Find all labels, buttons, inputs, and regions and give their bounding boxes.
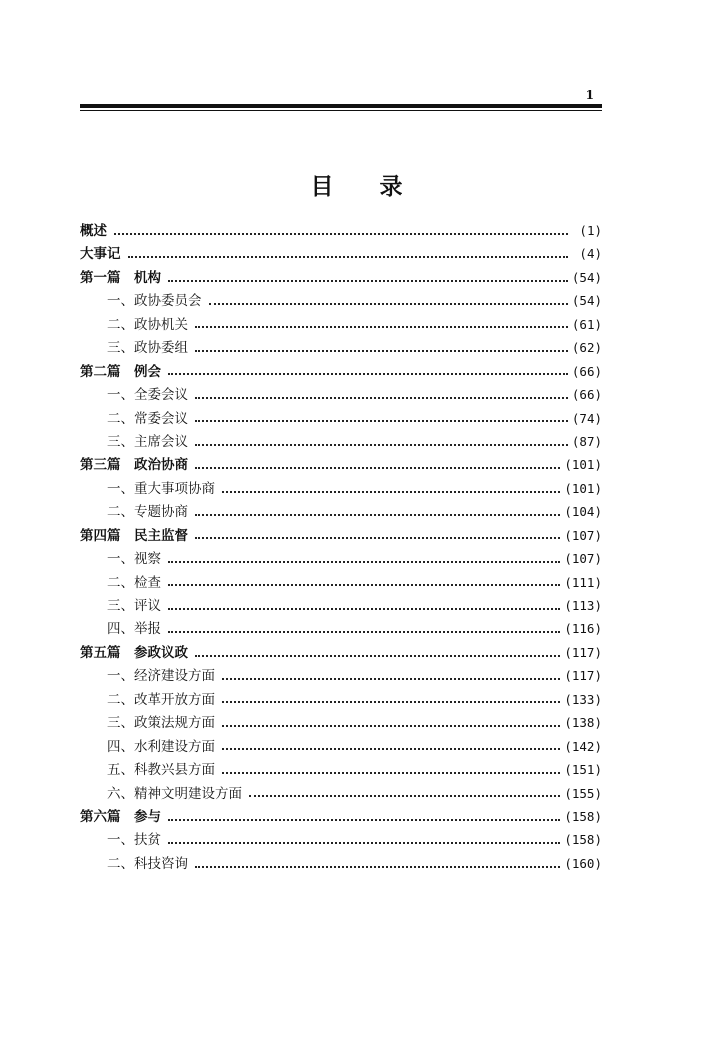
toc-entry[interactable]: [80, 500, 602, 523]
toc-leader-dots: [128, 252, 569, 258]
toc-entry[interactable]: [80, 453, 602, 476]
toc-entry-label: 二、政协机关: [107, 316, 188, 333]
toc-entry[interactable]: [80, 711, 602, 734]
toc-entry-label: 二、科技咨询: [107, 855, 188, 872]
toc-entry-page: (104): [564, 504, 602, 520]
toc-entry-label: 第四篇 民主监督: [80, 527, 188, 544]
toc-entry[interactable]: [80, 313, 602, 336]
toc-leader-dots: [195, 463, 560, 469]
toc-entry[interactable]: [80, 852, 602, 875]
toc-leader-dots: [249, 791, 560, 797]
toc-entry[interactable]: [80, 547, 602, 570]
toc-entry-label: 第三篇 政治协商: [80, 457, 188, 474]
toc-entry-page: (54): [571, 269, 602, 285]
toc-entry[interactable]: [80, 617, 602, 640]
toc-entry-page: (1): [579, 223, 602, 238]
toc-entry[interactable]: [80, 594, 602, 617]
toc-entry[interactable]: [80, 266, 602, 289]
toc-leader-dots: [168, 627, 560, 633]
toc-entry-page: (87): [571, 433, 602, 449]
toc-entry[interactable]: [80, 219, 602, 242]
toc-entry-page: (116): [564, 621, 602, 637]
toc-entry-label: 一、视察: [107, 551, 161, 568]
toc-leader-dots: [168, 838, 560, 844]
toc-entry-page: (61): [571, 316, 602, 332]
toc-entry[interactable]: [80, 242, 602, 265]
toc-entry[interactable]: [80, 805, 602, 828]
toc-entry-page: (151): [564, 762, 602, 778]
toc-entry-page: (142): [564, 738, 602, 754]
toc-entry-label: 三、政策法规方面: [107, 715, 215, 732]
toc-entry[interactable]: [80, 360, 602, 383]
toc-leader-dots: [222, 744, 560, 750]
toc-leader-dots: [195, 862, 560, 868]
toc-leader-dots: [195, 346, 568, 352]
toc-entry[interactable]: [80, 524, 602, 547]
toc-leader-dots: [222, 487, 560, 493]
toc-entry-page: (117): [564, 644, 602, 660]
toc-entry-page: (74): [571, 410, 602, 426]
toc-entry-label: 第五篇 参政议政: [80, 644, 188, 661]
toc-leader-dots: [222, 721, 560, 727]
toc-entry-label: 一、经济建设方面: [107, 668, 215, 685]
toc-entry-label: 概述: [80, 223, 107, 239]
toc-entry-page: (4): [579, 246, 602, 262]
toc-entry[interactable]: [80, 641, 602, 664]
toc-entry-page: (155): [564, 785, 602, 801]
toc-leader-dots: [168, 580, 560, 586]
toc-entry-label: 二、改革开放方面: [107, 691, 215, 708]
toc-entry-page: (117): [564, 668, 602, 684]
toc-entry-page: (107): [564, 551, 602, 567]
toc-entry[interactable]: [80, 430, 602, 453]
toc-leader-dots: [168, 557, 560, 563]
toc-entry[interactable]: [80, 383, 602, 406]
toc-leader-dots: [222, 768, 560, 774]
toc-entry-label: 一、全委会议: [107, 387, 188, 404]
toc-entry-page: (101): [564, 480, 602, 496]
toc-entry-label: 三、评议: [107, 598, 161, 614]
toc-entry-label: 四、水利建设方面: [107, 738, 215, 755]
toc-entry-label: 三、政协委组: [107, 340, 188, 357]
toc-leader-dots: [209, 299, 568, 305]
toc-entry[interactable]: [80, 688, 602, 711]
header-rule-thin: [80, 110, 602, 111]
toc-entry-page: (62): [571, 340, 602, 356]
table-of-contents: [80, 219, 602, 875]
toc-entry[interactable]: [80, 407, 602, 430]
toc-entry-label: 一、扶贫: [107, 832, 161, 849]
header-rule-thick: [80, 104, 602, 108]
toc-entry-page: (133): [564, 691, 602, 707]
toc-entry-page: (158): [564, 808, 602, 824]
toc-entry-page: (66): [571, 387, 602, 403]
toc-entry-page: (101): [564, 457, 602, 473]
toc-entry-label: 第一篇 机构: [80, 269, 161, 286]
toc-entry-label: 大事记: [80, 246, 121, 263]
toc-entry[interactable]: [80, 477, 602, 500]
toc-entry[interactable]: [80, 758, 602, 781]
toc-entry-label: 二、常委会议: [107, 410, 188, 427]
toc-entry-page: (158): [564, 832, 602, 848]
toc-leader-dots: [195, 440, 568, 446]
toc-entry-label: 四、举报: [107, 621, 161, 638]
toc-leader-dots: [168, 276, 568, 282]
toc-entry-label: 第六篇 参与: [80, 808, 161, 825]
toc-entry[interactable]: [80, 571, 602, 594]
toc-leader-dots: [195, 393, 568, 399]
toc-leader-dots: [168, 815, 560, 821]
toc-leader-dots: [195, 510, 560, 516]
toc-title: 目录: [310, 174, 449, 200]
toc-entry-label: 一、政协委员会: [107, 293, 202, 310]
toc-entry-page: (111): [564, 574, 602, 590]
toc-leader-dots: [168, 604, 560, 610]
page-number: 1: [585, 88, 594, 102]
toc-entry-label: 二、专题协商: [107, 504, 188, 521]
toc-leader-dots: [195, 322, 568, 328]
toc-entry-label: 三、主席会议: [107, 433, 188, 450]
toc-entry-label: 六、精神文明建设方面: [107, 785, 242, 802]
toc-entry[interactable]: [80, 782, 602, 805]
toc-entry[interactable]: [80, 289, 602, 312]
toc-leader-dots: [222, 674, 560, 680]
toc-entry-page: (138): [564, 715, 602, 731]
toc-leader-dots: [195, 651, 560, 657]
toc-entry-label: 二、检查: [107, 574, 161, 591]
toc-entry[interactable]: [80, 735, 602, 758]
toc-entry-page: (107): [564, 527, 602, 543]
toc-entry[interactable]: [80, 828, 602, 851]
toc-entry-label: 第二篇 例会: [80, 363, 161, 380]
toc-entry-label: 五、科教兴县方面: [107, 762, 215, 779]
toc-entry-label: 一、重大事项协商: [107, 480, 215, 497]
toc-leader-dots: [114, 229, 568, 235]
toc-leader-dots: [222, 697, 560, 703]
toc-entry-page: (160): [564, 855, 602, 871]
toc-leader-dots: [168, 369, 568, 375]
toc-entry-page: (66): [571, 363, 602, 379]
toc-entry[interactable]: [80, 664, 602, 687]
toc-leader-dots: [195, 533, 560, 539]
toc-entry-page: (54): [571, 293, 602, 309]
toc-entry[interactable]: [80, 336, 602, 359]
toc-entry-page: (113): [564, 598, 602, 613]
toc-leader-dots: [195, 416, 568, 422]
